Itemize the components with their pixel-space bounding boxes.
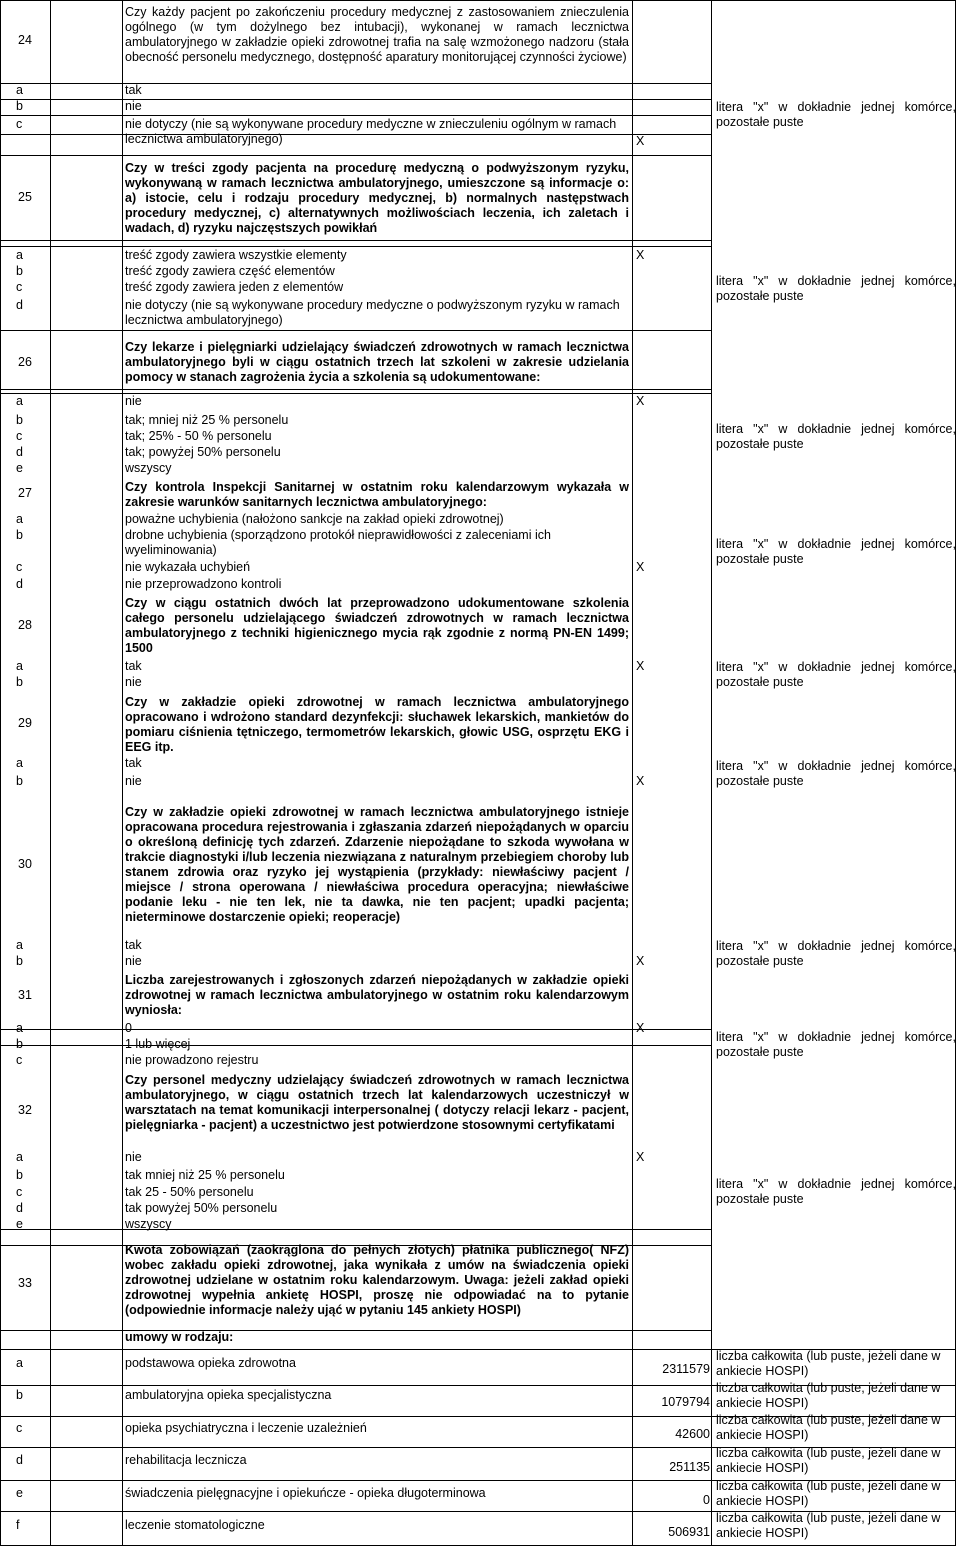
- option-text: wszyscy: [125, 1217, 172, 1231]
- option-letter: b: [16, 264, 23, 278]
- amount-value: 506931: [668, 1525, 710, 1539]
- option-letter: a: [16, 1021, 23, 1035]
- instruction-line: pozostałe puste: [716, 675, 804, 689]
- row-label: świadczenia pielęgnacyjne i opiekuńcze - opieka długoterminowa: [125, 1486, 486, 1500]
- question-number: 32: [18, 1103, 32, 1117]
- answer-mark: X: [636, 394, 645, 408]
- question-text: Czy lekarze i pielęgniarki udzielający świadczeń zdrowotnych w ramach lecznictwa ambulatoryjnego byli w ciągu ostatnich trzech lat szkoleni w zakresie udzielania pomocy w stanach zagrożenia życia a szkolenia są udokumentowane:: [125, 340, 629, 384]
- row-letter: a: [16, 1356, 23, 1370]
- option-text: nie: [125, 675, 142, 689]
- instruction-note: [716, 100, 956, 130]
- instruction-line: pozostałe puste: [716, 954, 804, 968]
- row-label: opieka psychiatryczna i leczenie uzależnień: [125, 1421, 367, 1435]
- question-number: 31: [18, 988, 32, 1002]
- option-text: nie: [125, 774, 142, 788]
- question-text: Czy w treści zgody pacjenta na procedurę medyczną o podwyższonym ryzyku, wykonywaną w ramach lecznictwa ambulatoryjnego, umieszczone są informacje o: a) istocie, celu i rodzaju procedury medycznej, b) normalnych następstwach procedury medycznej, c) alternatywnych możliwościach leczenia, ich zaletach i wadach, d) ryzyku najczęstszych powikłań: [125, 161, 629, 235]
- question-text: Czy w ciągu ostatnich dwóch lat przeprowadzono udokumentowane szkolenia całego personelu udzielającego świadczeń zdrowotnych w ramach lecznictwa ambulatoryjnego z techniki higienicznego mycia rąk zgodnie z normą PN-EN 1499; 1500: [125, 596, 629, 655]
- question-text: Czy w zakładzie opieki zdrowotnej w ramach lecznictwa ambulatoryjnego opracowano i wdrożono standard dezynfekcji: słuchawek lekarskich, mankietów do pomiaru ciśnienia tętniczego, termometrów lekarskich, głowic USG, osprzętu EKG i EEG itp.: [125, 695, 629, 754]
- amount-note-line: ankiecie HOSPI): [716, 1461, 809, 1475]
- row-label: ambulatoryjna opieka specjalistyczna: [125, 1388, 332, 1402]
- instruction-note: [716, 422, 956, 452]
- option-text: nie: [125, 954, 142, 968]
- amount-note: [716, 1479, 960, 1509]
- instruction-line: pozostałe puste: [716, 115, 804, 129]
- option-letter: b: [16, 528, 23, 542]
- question-number: 29: [18, 716, 32, 730]
- option-text: nie dotyczy (nie są wykonywane procedury medyczne w znieczuleniu ogólnym w ramach lecznictwa ambulatoryjnego): [125, 117, 617, 146]
- option-text: tak: [125, 659, 142, 673]
- option-letter: a: [16, 394, 23, 408]
- answer-mark: X: [636, 1150, 645, 1164]
- option-text: drobne uchybienia (sporządzono protokół nieprawidłowości z zaleceniami ich wyeliminowania): [125, 528, 551, 557]
- option-text: nie: [125, 99, 142, 113]
- option-letter: c: [16, 117, 23, 131]
- question-text: Czy w zakładzie opieki zdrowotnej w ramach lecznictwa ambulatoryjnego istnieje opracowana procedura rejestrowania i zgłaszania zdarzeń niepożądanych w oparciu o określoną definicję tych zdarzeń. Zdarzenie niepożądane to szkoda wywołana w trakcie diagnostyki i/lub leczenia niezwiązana z naturalnym przebiegiem choroby lub stanem zdrowia oraz ryzyko jej wystąpienia (przykłady: niewłaściwy pacjent / miejsce / strona operowana / niewłaściwa procedura operacyjna; niewłaściwe podanie leku - nie ten lek, nie ta dawka, nie ten pacjent; upadki pacjenta; nieterminowe dostarczenie opieki; reoperacje): [125, 805, 629, 924]
- option-letter: e: [16, 461, 23, 475]
- amount-note: [716, 1446, 960, 1476]
- option-letter: e: [16, 1217, 23, 1231]
- option-text: tak: [125, 83, 142, 97]
- instruction-note: [716, 759, 956, 789]
- option-letter: b: [16, 1037, 23, 1051]
- option-text: nie: [125, 1150, 142, 1164]
- amount-value: 251135: [669, 1460, 710, 1474]
- answer-mark: X: [636, 248, 645, 262]
- grid-line: [0, 0, 1, 1546]
- question-number: 30: [18, 857, 32, 871]
- answer-mark: X: [636, 774, 645, 788]
- instruction-line: litera "x" w dokładnie jednej komórce,: [716, 939, 956, 953]
- option-letter: a: [16, 248, 23, 262]
- option-letter: a: [16, 83, 23, 97]
- amount-note: [716, 1511, 960, 1541]
- amount-note-line: ankiecie HOSPI): [716, 1428, 809, 1442]
- instruction-line: litera "x" w dokładnie jednej komórce,: [716, 100, 956, 114]
- grid-line: [632, 0, 633, 1546]
- option-letter: b: [16, 413, 23, 427]
- row-letter: d: [16, 1453, 23, 1467]
- instruction-line: litera "x" w dokładnie jednej komórce,: [716, 274, 956, 288]
- grid-line: [0, 330, 712, 331]
- option-letter: c: [16, 560, 23, 574]
- option-letter: d: [16, 298, 23, 312]
- instruction-line: litera "x" w dokładnie jednej komórce,: [716, 1030, 956, 1044]
- option-text: treść zgody zawiera jeden z elementów: [125, 280, 344, 294]
- instruction-note: [716, 1030, 956, 1060]
- grid-line: [0, 1416, 712, 1417]
- option-text: nie dotyczy (nie są wykonywane procedury medyczne o podwyższonym ryzyku w ramach lecznictwa ambulatoryjnego): [125, 298, 620, 327]
- option-text: tak: [125, 756, 142, 770]
- option-text: tak 25 - 50% personelu: [125, 1185, 254, 1199]
- amount-note-line: liczba całkowita (lub puste, jeżeli dane w: [716, 1381, 941, 1395]
- option-letter: d: [16, 1201, 23, 1215]
- grid-line: [0, 246, 712, 247]
- amount-note: [716, 1349, 960, 1379]
- grid-line: [0, 1349, 712, 1350]
- question-text: Czy kontrola Inspekcji Sanitarnej w ostatnim roku kalendarzowym wykazała w zakresie warunków sanitarnych lecznictwa ambulatoryjnego:: [125, 480, 629, 509]
- amount-note-line: liczba całkowita (lub puste, jeżeli dane w: [716, 1349, 941, 1363]
- instruction-line: pozostałe puste: [716, 1045, 804, 1059]
- option-text: treść zgody zawiera wszystkie elementy: [125, 248, 347, 262]
- instruction-note: [716, 274, 956, 304]
- option-text: nie: [125, 394, 142, 408]
- option-text: poważne uchybienia (nałożono sankcje na zakład opieki zdrowotnej): [125, 512, 504, 526]
- grid-line: [0, 240, 712, 241]
- option-letter: b: [16, 675, 23, 689]
- option-text: tak mniej niż 25 % personelu: [125, 1168, 285, 1182]
- grid-line: [0, 1447, 712, 1448]
- amount-note-line: liczba całkowita (lub puste, jeżeli dane w: [716, 1413, 941, 1427]
- grid-line: [711, 0, 712, 1546]
- question-number: 24: [18, 33, 32, 47]
- question-number: 33: [18, 1276, 32, 1290]
- option-text: wszyscy: [125, 461, 172, 475]
- option-text: tak: [125, 938, 142, 952]
- option-letter: b: [16, 99, 23, 113]
- option-letter: d: [16, 577, 23, 591]
- option-text: tak; mniej niż 25 % personelu: [125, 413, 289, 427]
- instruction-line: litera "x" w dokładnie jednej komórce,: [716, 660, 956, 674]
- instruction-line: pozostałe puste: [716, 1192, 804, 1206]
- option-letter: a: [16, 659, 23, 673]
- grid-line: [50, 0, 51, 1546]
- instruction-line: pozostałe puste: [716, 552, 804, 566]
- instruction-line: litera "x" w dokładnie jednej komórce,: [716, 422, 956, 436]
- amount-value: 2311579: [662, 1362, 710, 1376]
- option-letter: c: [16, 280, 23, 294]
- instruction-note: [716, 939, 956, 969]
- instruction-note: [716, 1177, 956, 1207]
- grid-line: [0, 115, 712, 116]
- option-text: treść zgody zawiera część elementów: [125, 264, 335, 278]
- option-text: nie wykazała uchybień: [125, 560, 251, 574]
- row-label: podstawowa opieka zdrowotna: [125, 1356, 296, 1370]
- amount-value: 1079794: [661, 1395, 710, 1409]
- grid-line: [0, 1480, 712, 1481]
- option-letter: a: [16, 938, 23, 952]
- amount-note-line: liczba całkowita (lub puste, jeżeli dane w: [716, 1479, 941, 1493]
- option-text: 1 lub więcej: [125, 1037, 191, 1051]
- option-letter: a: [16, 512, 23, 526]
- question-text: Kwota zobowiązań (zaokrąglona do pełnych złotych) płatnika publicznego( NFZ) wobec zakładu opieki zdrowotnej, jaka wynikała z umów na świadczenia opieki zdrowotnej udzielane w ostatnim roku kalendarzowym. Uwaga: jeżeli zakład opieki zdrowotnej wypełnia ankietę HOSPI, proszę nie odpowiadać na to pytanie (odpowiednie informacje należy ująć w pytaniu 145 ankiety HOSPI): [125, 1243, 629, 1317]
- answer-mark: X: [636, 1021, 645, 1035]
- option-letter: b: [16, 954, 23, 968]
- option-letter: c: [16, 429, 23, 443]
- row-letter: c: [16, 1421, 23, 1435]
- grid-line: [0, 0, 956, 1]
- row-label: rehabilitacja lecznicza: [125, 1453, 247, 1467]
- option-text: 0: [125, 1021, 132, 1035]
- question-number: 27: [18, 486, 32, 500]
- amount-note-line: ankiecie HOSPI): [716, 1494, 809, 1508]
- row-label: leczenie stomatologiczne: [125, 1518, 265, 1532]
- option-letter: a: [16, 1150, 23, 1164]
- instruction-line: litera "x" w dokładnie jednej komórce,: [716, 537, 956, 551]
- table-subheader: umowy w rodzaju:: [125, 1330, 234, 1344]
- instruction-line: pozostałe puste: [716, 774, 804, 788]
- option-text: tak powyżej 50% personelu: [125, 1201, 278, 1215]
- option-letter: b: [16, 774, 23, 788]
- option-text: tak; 25% - 50 % personelu: [125, 429, 272, 443]
- question-text: Liczba zarejestrowanych i zgłoszonych zdarzeń niepożądanych w zakładzie opieki zdrowotnej w ramach lecznictwa ambulatoryjnego w ostatnim roku kalendarzowym wyniosła:: [125, 973, 629, 1017]
- amount-note: [716, 1381, 960, 1411]
- answer-mark: X: [636, 954, 645, 968]
- amount-note-line: ankiecie HOSPI): [716, 1364, 809, 1378]
- question-text: Czy każdy pacjent po zakończeniu procedury medycznej z zastosowaniem znieczulenia ogólnego (w tym dożylnego bez intubacji), wykonanej w ramach lecznictwa ambulatoryjnego w zakładzie opieki zdrowotnej trafia na salę wzmożonego nadzoru (stała obecność personelu medycznego, dostępność aparatury monitorującej czynności życiowe): [125, 5, 629, 64]
- answer-mark: X: [636, 134, 645, 148]
- row-letter: b: [16, 1388, 23, 1402]
- option-letter: b: [16, 1168, 23, 1182]
- question-number: 28: [18, 618, 32, 632]
- answer-mark: X: [636, 659, 645, 673]
- amount-note-line: ankiecie HOSPI): [716, 1396, 809, 1410]
- instruction-note: [716, 660, 956, 690]
- instruction-line: pozostałe puste: [716, 289, 804, 303]
- amount-value: 42600: [675, 1427, 710, 1441]
- grid-line: [0, 1511, 712, 1512]
- amount-note-line: liczba całkowita (lub puste, jeżeli dane w: [716, 1511, 941, 1525]
- instruction-line: litera "x" w dokładnie jednej komórce,: [716, 759, 956, 773]
- question-number: 25: [18, 190, 32, 204]
- amount-note: [716, 1413, 960, 1443]
- instruction-line: litera "x" w dokładnie jednej komórce,: [716, 1177, 956, 1191]
- option-letter: a: [16, 756, 23, 770]
- question-text: Czy personel medyczny udzielający świadczeń zdrowotnych w ramach lecznictwa ambulatoryjnego, w ciągu ostatnich trzech lat kalendarzowych uczestniczył w warsztatach na temat komunikacji interpersonalnej ( dotyczy relacji lekarz - pacjent, pielęgniarka - pacjent) a uczestnictwo jest potwierdzone stosownymi certyfikatami: [125, 1073, 629, 1132]
- answer-mark: X: [636, 560, 645, 574]
- grid-line: [0, 389, 712, 390]
- instruction-note: [716, 537, 956, 567]
- amount-note-line: ankiecie HOSPI): [716, 1526, 809, 1540]
- question-number: 26: [18, 355, 32, 369]
- option-letter: d: [16, 445, 23, 459]
- option-text: nie prowadzono rejestru: [125, 1053, 259, 1067]
- row-letter: f: [16, 1518, 20, 1532]
- option-text: nie przeprowadzono kontroli: [125, 577, 282, 591]
- grid-line: [0, 1385, 712, 1386]
- option-letter: c: [16, 1185, 23, 1199]
- option-letter: c: [16, 1053, 23, 1067]
- option-text: tak; powyżej 50% personelu: [125, 445, 281, 459]
- grid-line: [122, 0, 123, 1546]
- grid-line: [0, 155, 712, 156]
- amount-note-line: liczba całkowita (lub puste, jeżeli dane w: [716, 1446, 941, 1460]
- amount-value: 0: [703, 1493, 710, 1507]
- instruction-line: pozostałe puste: [716, 437, 804, 451]
- row-letter: e: [16, 1486, 23, 1500]
